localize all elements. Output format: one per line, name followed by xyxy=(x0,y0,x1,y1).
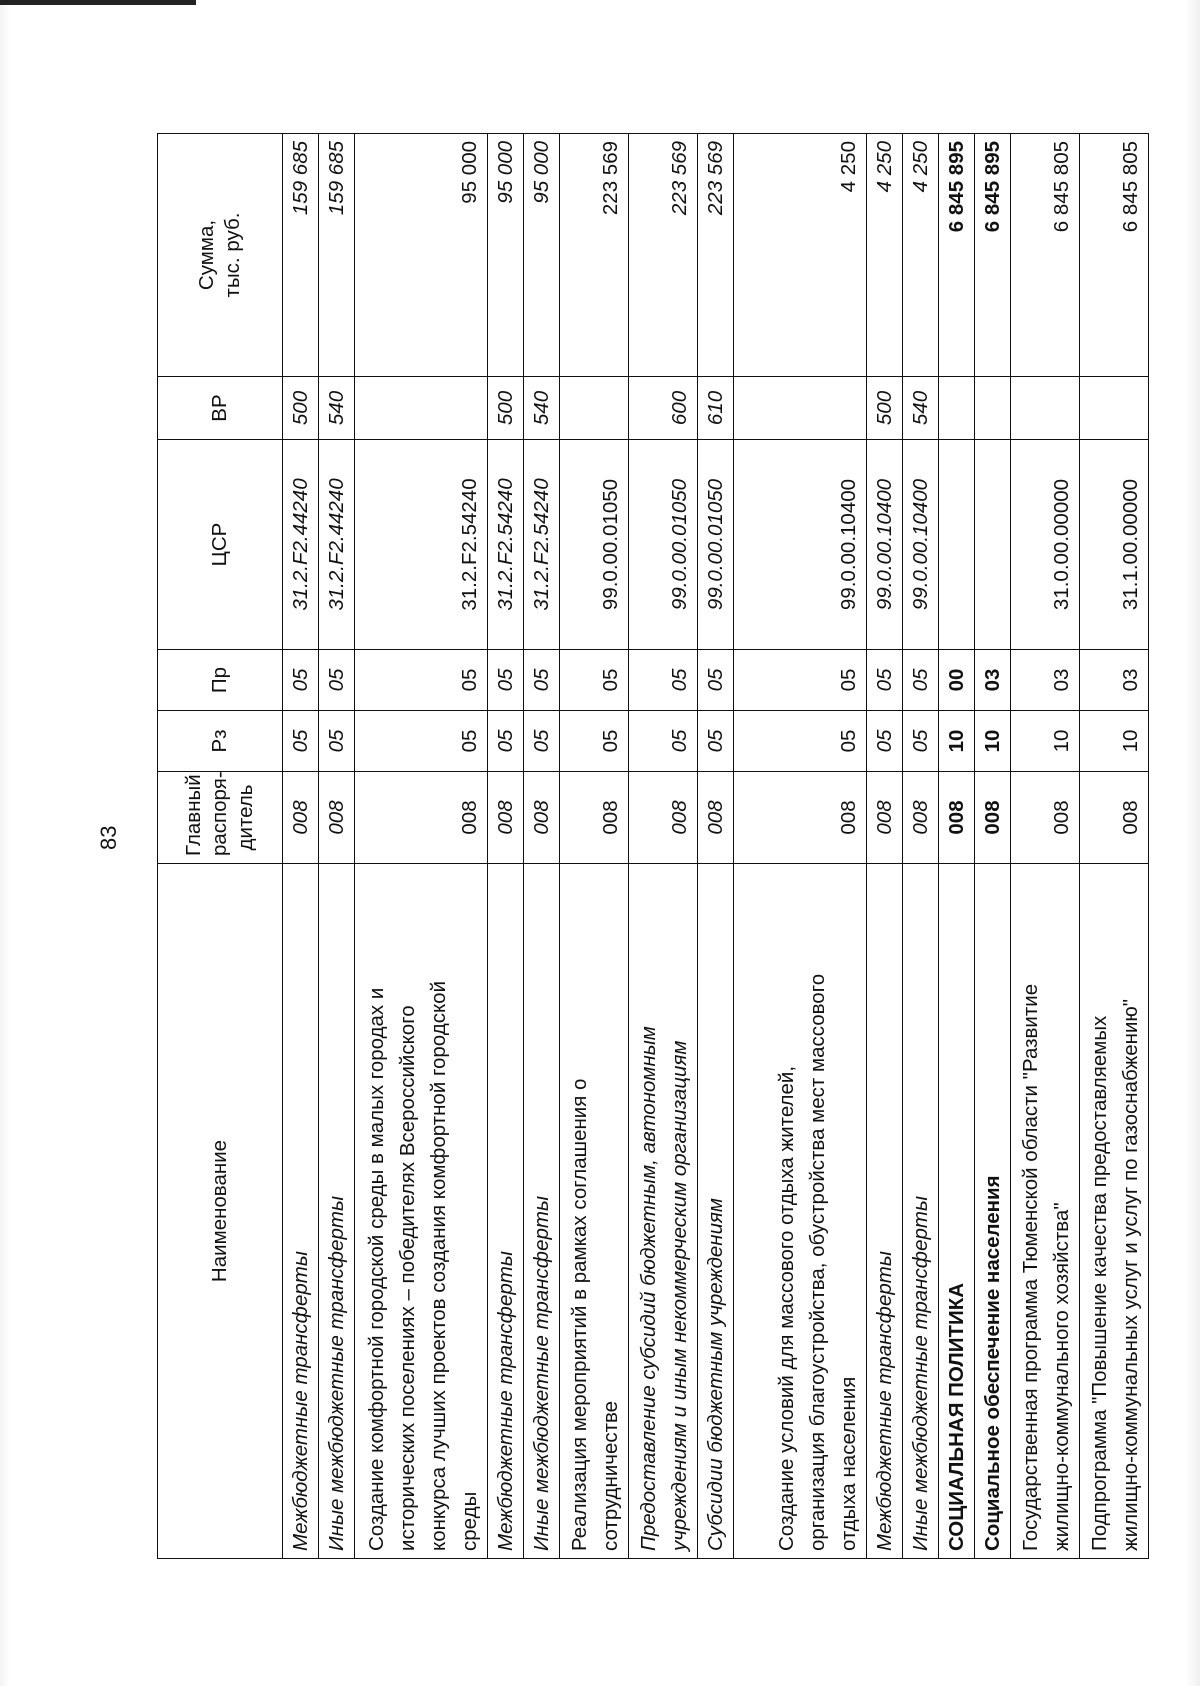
cell-csr: 99.0.00.10400 xyxy=(903,440,939,650)
cell-pr: 05 xyxy=(629,650,698,711)
cell-vr: 610 xyxy=(698,377,734,440)
table-row xyxy=(975,134,1011,1559)
cell-name-line: организация благоустройства, обустройства мест массового xyxy=(806,973,829,1551)
table-row xyxy=(734,134,867,1559)
table-row xyxy=(524,134,560,1559)
cell-glavny: 008 xyxy=(1011,772,1080,864)
cell-csr: 31.2.F2.44240 xyxy=(283,440,319,650)
cell-glavny: 008 xyxy=(319,772,355,864)
cell-name-line: Социальное обеспечение населения xyxy=(981,1175,1004,1551)
rotated-table-container xyxy=(157,134,1142,1559)
cell-rz: 05 xyxy=(867,711,903,772)
cell-vr: 500 xyxy=(488,377,524,440)
table-body xyxy=(283,134,1149,1559)
cell-sum: 95 000 xyxy=(524,134,560,377)
cell-name-line: Иные межбюджетные трансферты xyxy=(325,1195,348,1551)
header-pr: Пр xyxy=(158,650,283,711)
cell-sum: 95 000 xyxy=(488,134,524,377)
cell-csr: 31.0.00.00000 xyxy=(1011,440,1080,650)
table-row xyxy=(319,134,355,1559)
cell-name-line: конкурса лучших проектов создания комфортной городской xyxy=(427,980,450,1551)
cell-name-line: отдыха населения xyxy=(837,1376,860,1551)
cell-csr xyxy=(975,440,1011,650)
cell-sum: 95 000 xyxy=(355,134,488,377)
cell-name xyxy=(319,864,355,1559)
cell-glavny: 008 xyxy=(867,772,903,864)
cell-csr: 31.2.F2.54240 xyxy=(524,440,560,650)
cell-csr: 99.0.00.01050 xyxy=(698,440,734,650)
cell-glavny: 008 xyxy=(698,772,734,864)
cell-csr: 99.0.00.10400 xyxy=(867,440,903,650)
cell-pr: 03 xyxy=(1080,650,1149,711)
cell-name-line: Реализация мероприятий в рамках соглашения о xyxy=(568,1078,591,1551)
cell-name-line: Межбюджетные трансферты xyxy=(289,1251,312,1551)
cell-vr xyxy=(1011,377,1080,440)
cell-csr: 99.0.00.10400 xyxy=(734,440,867,650)
cell-rz: 05 xyxy=(734,711,867,772)
cell-pr: 05 xyxy=(488,650,524,711)
cell-rz: 10 xyxy=(939,711,975,772)
cell-name xyxy=(488,864,524,1559)
cell-pr: 05 xyxy=(560,650,629,711)
header-glavny-line3: дитель xyxy=(234,784,257,851)
cell-glavny: 008 xyxy=(939,772,975,864)
cell-rz: 05 xyxy=(488,711,524,772)
header-glavny-line1: Главный xyxy=(182,774,205,856)
cell-rz: 05 xyxy=(629,711,698,772)
cell-name-line: сотрудничестве xyxy=(599,1400,622,1551)
table-header-row xyxy=(158,134,283,1559)
cell-rz: 05 xyxy=(283,711,319,772)
cell-name xyxy=(629,864,698,1559)
budget-table xyxy=(157,133,1149,1559)
cell-name xyxy=(698,864,734,1559)
cell-name xyxy=(734,864,867,1559)
cell-name xyxy=(975,864,1011,1559)
cell-name-line: жилищно-коммунального хозяйства" xyxy=(1050,1202,1073,1551)
cell-name-line: учреждениям и иным некоммерческим организациям xyxy=(668,1040,691,1551)
cell-sum: 6 845 805 xyxy=(1011,134,1080,377)
cell-vr: 500 xyxy=(283,377,319,440)
cell-glavny: 008 xyxy=(629,772,698,864)
cell-csr xyxy=(939,440,975,650)
cell-csr: 31.1.00.00000 xyxy=(1080,440,1149,650)
cell-pr: 05 xyxy=(734,650,867,711)
cell-vr xyxy=(355,377,488,440)
table-row xyxy=(1011,134,1080,1559)
cell-rz: 05 xyxy=(560,711,629,772)
cell-pr: 03 xyxy=(975,650,1011,711)
cell-pr: 05 xyxy=(524,650,560,711)
cell-name-line: Межбюджетные трансферты xyxy=(873,1251,896,1551)
table-row xyxy=(1080,134,1149,1559)
scan-edge-right xyxy=(1186,0,1200,1686)
cell-rz: 05 xyxy=(355,711,488,772)
cell-rz: 05 xyxy=(319,711,355,772)
cell-name-line: Иные межбюджетные трансферты xyxy=(909,1195,932,1551)
cell-vr: 500 xyxy=(867,377,903,440)
cell-rz: 05 xyxy=(903,711,939,772)
header-name: Наименование xyxy=(158,864,283,1559)
cell-rz: 05 xyxy=(524,711,560,772)
cell-rz: 05 xyxy=(698,711,734,772)
cell-rz: 10 xyxy=(1011,711,1080,772)
cell-name-line: Иные межбюджетные трансферты xyxy=(530,1195,553,1551)
scan-edge-left xyxy=(0,0,10,1686)
cell-pr: 05 xyxy=(355,650,488,711)
cell-glavny: 008 xyxy=(524,772,560,864)
header-sum-line2: тыс. руб. xyxy=(221,212,244,298)
cell-sum: 6 845 895 xyxy=(939,134,975,377)
cell-name xyxy=(283,864,319,1559)
cell-vr: 540 xyxy=(524,377,560,440)
cell-name xyxy=(867,864,903,1559)
cell-csr: 99.0.00.01050 xyxy=(560,440,629,650)
table-row xyxy=(283,134,319,1559)
cell-sum: 4 250 xyxy=(867,134,903,377)
table-row xyxy=(560,134,629,1559)
cell-name-line: Подпрограмма "Повышение качества предоставляемых xyxy=(1088,1015,1111,1551)
cell-sum: 6 845 805 xyxy=(1080,134,1149,377)
cell-pr: 05 xyxy=(903,650,939,711)
cell-name xyxy=(1011,864,1080,1559)
cell-name xyxy=(524,864,560,1559)
page-number: 83 xyxy=(96,825,121,850)
cell-name-line: Предоставление субсидий бюджетным, автономным xyxy=(637,1026,660,1551)
table-row xyxy=(903,134,939,1559)
cell-pr: 03 xyxy=(1011,650,1080,711)
cell-sum: 223 569 xyxy=(560,134,629,377)
cell-sum: 223 569 xyxy=(629,134,698,377)
header-sum-line1: Сумма, xyxy=(195,219,218,291)
cell-rz: 10 xyxy=(1080,711,1149,772)
table-row xyxy=(698,134,734,1559)
cell-name-line: Создание условий для массового отдыха жителей, xyxy=(775,1065,798,1551)
cell-glavny: 008 xyxy=(1080,772,1149,864)
cell-name xyxy=(355,864,488,1559)
cell-sum: 159 685 xyxy=(319,134,355,377)
header-glavny-line2: распоря- xyxy=(208,771,231,856)
cell-vr: 600 xyxy=(629,377,698,440)
cell-name xyxy=(560,864,629,1559)
cell-vr: 540 xyxy=(903,377,939,440)
cell-csr: 31.2.F2.54240 xyxy=(488,440,524,650)
cell-csr: 31.2.F2.44240 xyxy=(319,440,355,650)
cell-glavny: 008 xyxy=(560,772,629,864)
header-sum xyxy=(158,134,283,377)
cell-name xyxy=(1080,864,1149,1559)
cell-pr: 00 xyxy=(939,650,975,711)
scan-artifact-bar xyxy=(0,0,196,5)
cell-glavny: 008 xyxy=(488,772,524,864)
cell-name xyxy=(939,864,975,1559)
table-row xyxy=(867,134,903,1559)
cell-name-line: Межбюджетные трансферты xyxy=(494,1251,517,1551)
cell-pr: 05 xyxy=(319,650,355,711)
cell-name-line: среды xyxy=(458,1491,481,1551)
cell-sum: 159 685 xyxy=(283,134,319,377)
cell-sum: 6 845 895 xyxy=(975,134,1011,377)
cell-name-line: СОЦИАЛЬНАЯ ПОЛИТИКА xyxy=(945,1282,968,1551)
cell-pr: 05 xyxy=(698,650,734,711)
cell-sum: 4 250 xyxy=(734,134,867,377)
header-vr: ВР xyxy=(158,377,283,440)
cell-pr: 05 xyxy=(867,650,903,711)
cell-glavny: 008 xyxy=(975,772,1011,864)
cell-vr xyxy=(734,377,867,440)
cell-vr: 540 xyxy=(319,377,355,440)
header-glavny xyxy=(158,772,283,864)
cell-vr xyxy=(1080,377,1149,440)
cell-sum: 223 569 xyxy=(698,134,734,377)
cell-vr xyxy=(560,377,629,440)
table-row xyxy=(355,134,488,1559)
cell-pr: 05 xyxy=(283,650,319,711)
table-row xyxy=(488,134,524,1559)
cell-glavny: 008 xyxy=(355,772,488,864)
cell-vr xyxy=(975,377,1011,440)
cell-glavny: 008 xyxy=(903,772,939,864)
cell-name-line: исторических поселениях – победителях Всероссийского xyxy=(396,1005,419,1551)
header-rz: Рз xyxy=(158,711,283,772)
cell-glavny: 008 xyxy=(734,772,867,864)
cell-csr: 99.0.00.01050 xyxy=(629,440,698,650)
cell-name xyxy=(903,864,939,1559)
cell-glavny: 008 xyxy=(283,772,319,864)
cell-name-line: жилищно-коммунальных услуг и услуг по газоснабжению" xyxy=(1119,998,1142,1551)
cell-name-line: Государственная программа Тюменской области "Развитие xyxy=(1019,983,1042,1551)
cell-rz: 10 xyxy=(975,711,1011,772)
header-csr: ЦСР xyxy=(158,440,283,650)
table-row xyxy=(629,134,698,1559)
cell-name-line: Создание комфортной городской среды в малых городах и xyxy=(365,987,388,1551)
cell-name-line: Субсидии бюджетным учреждениям xyxy=(704,1198,727,1551)
cell-csr: 31.2.F2.54240 xyxy=(355,440,488,650)
cell-sum: 4 250 xyxy=(903,134,939,377)
cell-vr xyxy=(939,377,975,440)
table-row xyxy=(939,134,975,1559)
